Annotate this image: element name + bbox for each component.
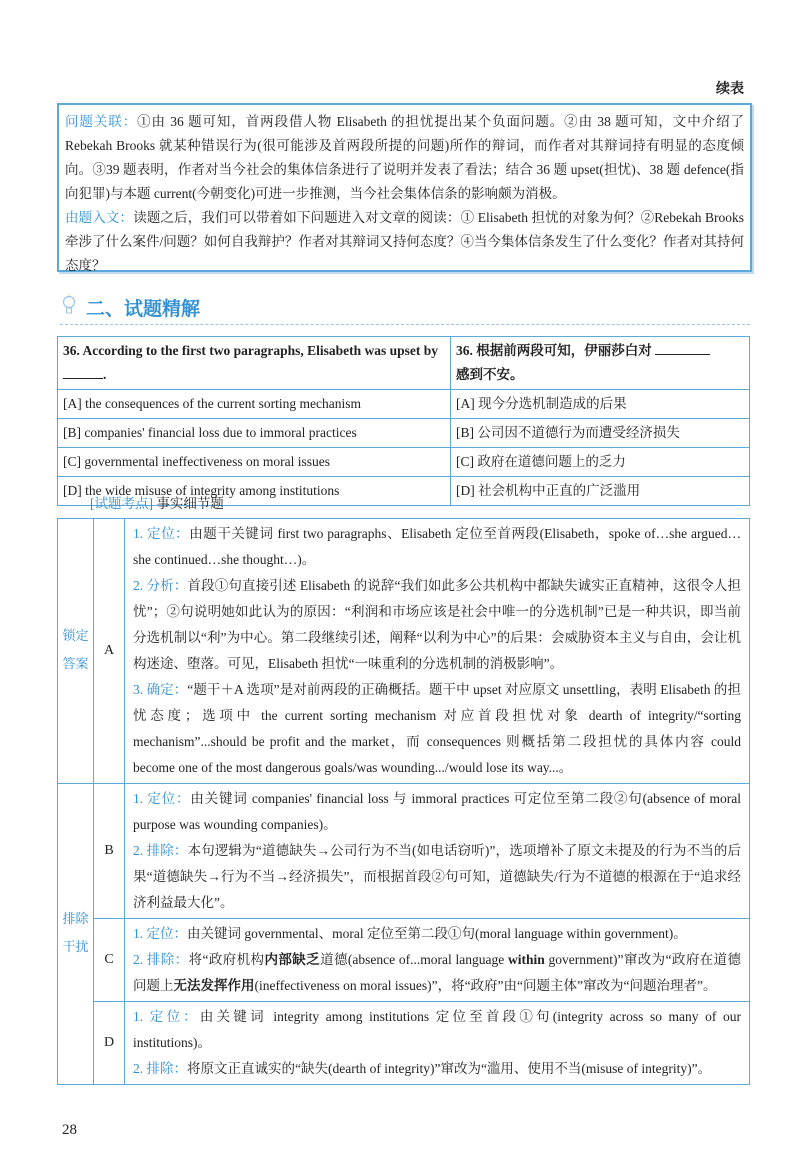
section-title: 二、试题精解 — [86, 298, 201, 320]
group-exclude: 排除干扰 — [58, 784, 94, 1085]
step-text: 将原文正直诚实的“缺失(dearth of integrity)”窜改为“滥用、使用不当(misuse of integrity)”。 — [187, 1061, 712, 1076]
stem-zh-text: 36. 根据前两段可知，伊丽莎白对 — [456, 343, 652, 358]
test-point-value: 事实细节题 — [156, 496, 224, 511]
option-letter: D — [94, 1002, 125, 1085]
continued-label: 续表 — [716, 81, 744, 97]
test-point-label: [试题考点] — [90, 496, 153, 511]
association-label: 问题关联： — [65, 114, 138, 129]
answer-blank — [655, 340, 710, 355]
option-en: [A] the consequences of the current sorting mechanism — [58, 390, 451, 419]
step-label: 1. 定位： — [133, 526, 190, 541]
analysis-row-a — [58, 519, 750, 784]
step-label: 3. 确定： — [133, 682, 188, 697]
analysis-content — [125, 519, 750, 784]
emphasis: within — [507, 952, 545, 967]
option-zh: [D] 社会机构中正直的广泛滥用 — [451, 477, 750, 506]
stem-zh-end: 感到不安。 — [456, 367, 524, 382]
stem-en-end: . — [103, 367, 107, 382]
question-stem-row — [58, 337, 750, 390]
step-text: 道德(absence of...moral language — [320, 952, 508, 967]
option-letter: A — [94, 519, 125, 784]
step-label: 2. 排除： — [133, 1061, 187, 1076]
option-zh: [A] 现今分选机制造成的后果 — [451, 390, 750, 419]
step-label: 2. 排除： — [133, 952, 189, 967]
step-text: 由关键词 governmental、moral 定位至第二段①句(moral language within government)。 — [187, 926, 687, 941]
analysis-row-b — [58, 784, 750, 919]
question-stem-en — [58, 337, 451, 390]
analysis-row-d — [58, 1002, 750, 1085]
option-zh: [C] 政府在道德问题上的乏力 — [451, 448, 750, 477]
step-text: 首段①句直接引述 Elisabeth 的说辞“我们如此多公共机构中都缺失诚实正直精神，这很令人担忧”；②句说明她如此认为的原因：“利润和市场应该是社会中唯一的分选机制”已是一种共识，即当前分选机制以“利”为中心。第二段继续引述，阐释“以利为中心”的后果：会威胁资本主义与自由，会让机构迷途、堕落。可见，Elisabeth 担忧“一味重利的分选机制的消极影响”。 — [133, 578, 741, 671]
step-text: 本句逻辑为“道德缺失→公司行为不当(如电话窃听)”，选项增补了原文未提及的行为不当的后果“道德缺失→行为不当→经济损失”，而根据首段②句可知，道德缺失/行为不道德的根源在于“追求经济利益最大化”。 — [133, 843, 742, 910]
option-en: [D] the wide misuse of integrity among institutions — [58, 477, 451, 506]
association-text: ①由 36 题可知，首两段借人物 Elisabeth 的担忧提出某个负面问题。②由 38 题可知，文中介绍了 Rebekah Brooks 就某种错误行为(很可能涉及首两段所提的问题)所作的辩词，而作者对其辩词持有明显的态度倾向。③39 题表明，作者对当今社会的集体信条进行了说明并发表了看法；结合 36 题 upset(担忧)、38 题 defence(指向犯罪)与本题 current(今朝变化)可进一步推测，当今社会集体信条的影响颇为消极。 — [65, 114, 744, 201]
option-en: [B] companies' financial loss due to immoral practices — [58, 419, 451, 448]
stem-en-text: 36. According to the first two paragraphs, Elisabeth was upset by — [63, 343, 439, 358]
emphasis: 内部缺乏 — [264, 952, 321, 967]
reading-text: 读题之后，我们可以带着如下问题进入对文章的阅读：① Elisabeth 担忧的对象为何？②Rebekah Brooks 牵涉了什么案件/问题？如何自我辩护？作者对其辩词又持何态度？④当今集体信条发生了什么变化？作者对其持何态度？ — [65, 210, 744, 273]
question-stem-zh — [451, 337, 750, 390]
option-letter: C — [94, 919, 125, 1002]
step-label: 2. 排除： — [133, 843, 188, 858]
step-text: 将“政府机构 — [188, 952, 265, 967]
question-association-box — [57, 103, 752, 272]
analysis-content — [125, 784, 750, 919]
answer-blank — [63, 364, 103, 379]
test-point — [90, 492, 224, 512]
option-letter: B — [94, 784, 125, 919]
group-answer: 锁定答案 — [58, 519, 94, 784]
option-en: [C] governmental ineffectiveness on moral issues — [58, 448, 451, 477]
analysis-content — [125, 919, 750, 1002]
analysis-table — [57, 518, 750, 1085]
lightbulb-icon — [62, 294, 76, 316]
step-label: 1. 定位： — [133, 926, 187, 941]
section-heading — [60, 292, 750, 325]
step-text: government)”窜改为“政府在道德问题上 — [133, 952, 742, 993]
step-text: “题干＋A 选项”是对前两段的正确概括。题干中 upset 对应原文 unsettling，表明 Elisabeth 的担忧态度；选项中 the current sorting mechanism 对应首段担忧对象 dearth of integrity/“sorting mechanism”...should be profit and the market，而 consequences 则概括第二段担忧的具体内容 could become one of the most dangerous goals/was wounding.../would lose its way...。 — [133, 682, 742, 775]
option-zh: [B] 公司因不道德行为而遭受经济损失 — [451, 419, 750, 448]
analysis-row-c — [58, 919, 750, 1002]
step-label: 1. 定位： — [133, 1009, 200, 1024]
page-number: 28 — [62, 1122, 77, 1138]
question-table — [57, 336, 750, 506]
option-row — [58, 419, 750, 448]
step-text: 由关键词 companies' financial loss 与 immoral practices 可定位至第二段②句(absence of moral purpose was wounding companies)。 — [133, 791, 741, 832]
step-label: 2. 分析： — [133, 578, 188, 593]
emphasis: 无法发挥作用 — [173, 978, 255, 993]
reading-label: 由题入文： — [65, 210, 134, 225]
analysis-content — [125, 1002, 750, 1085]
step-text: (ineffectiveness on moral issues)”，将“政府”由“问题主体”窜改为“问题治理者”。 — [254, 978, 717, 993]
option-row — [58, 390, 750, 419]
step-label: 1. 定位： — [133, 791, 191, 806]
step-text: 由关键词 integrity among institutions 定位至首段①句(integrity across so many of our institutions)。 — [133, 1009, 741, 1050]
step-text: 由题干关键词 first two paragraphs、Elisabeth 定位至首两段(Elisabeth，spoke of…she argued…she continued…she thought…)。 — [133, 526, 741, 567]
option-row — [58, 448, 750, 477]
